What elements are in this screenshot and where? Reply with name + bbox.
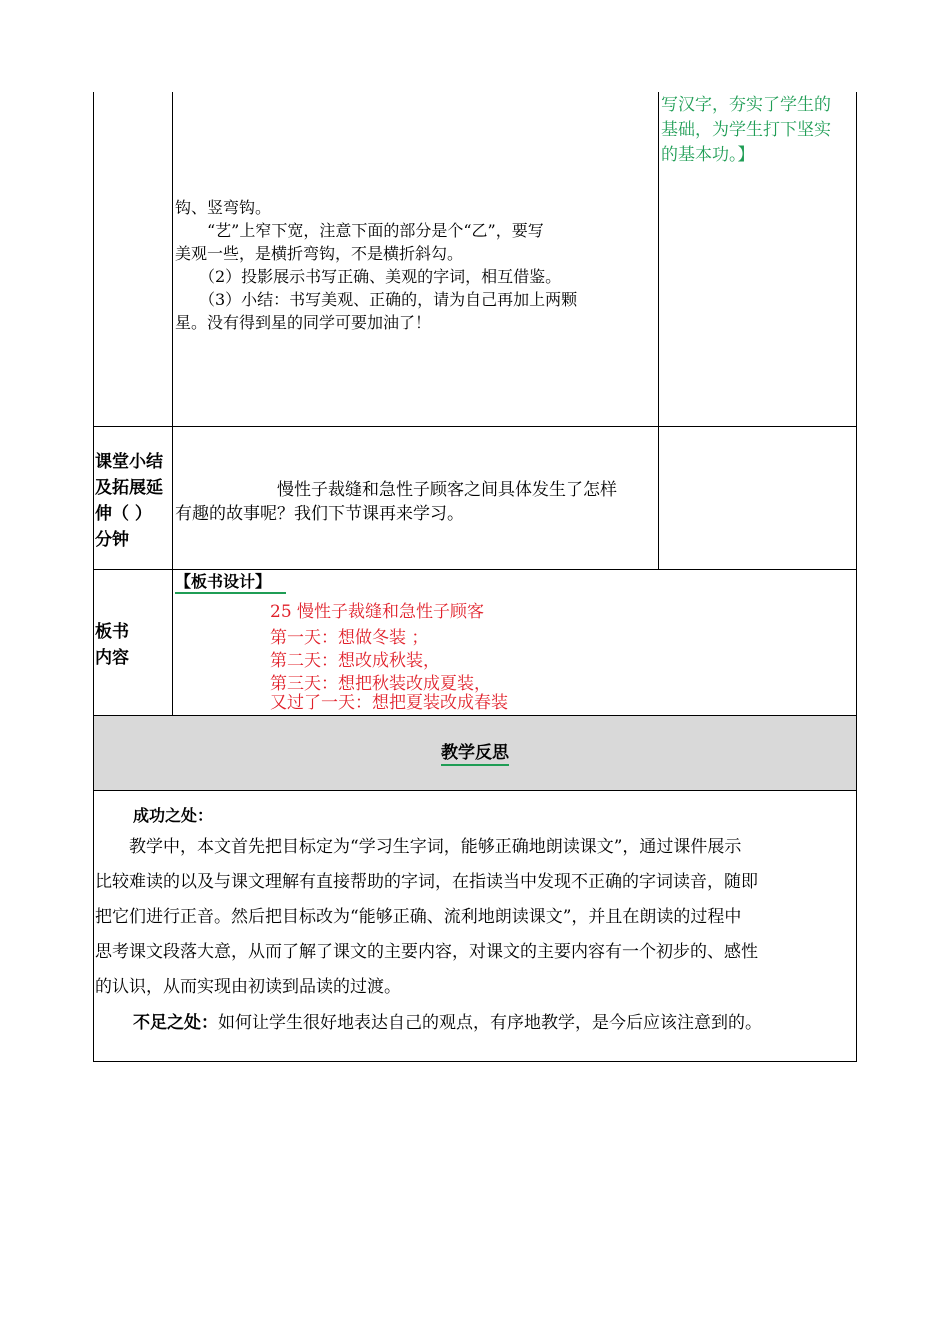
label-line: 伸（ ） <box>95 504 152 524</box>
col-divider-2 <box>658 92 659 569</box>
board-design-title: 【板书设计】 <box>175 572 272 591</box>
col-divider-1 <box>172 92 173 715</box>
deficiency-text: 如何让学生很好地表达自己的观点，有序地教学，是今后应该注意到的。 <box>218 1013 762 1033</box>
table-border-bottom <box>93 1061 857 1062</box>
board-line: 第二天：想改成秋装， <box>270 651 440 671</box>
paragraph-line: 的认识，从而实现由初读到品读的过渡。 <box>95 977 401 997</box>
text-line: 钩、竖弯钩。 <box>175 198 272 217</box>
row-divider-4 <box>93 790 857 791</box>
reflection-header-text: 教学反思 <box>441 743 509 766</box>
success-label: 成功之处： <box>133 806 214 825</box>
text-line: “艺”上窄下宽，注意下面的部分是个“乙”，要写 <box>175 221 544 240</box>
text-line: 慢性子裁缝和急性子顾客之间具体发生了怎样 <box>175 480 617 500</box>
table-border-right <box>856 92 857 1062</box>
label-line: 内容 <box>95 648 129 668</box>
text-line: （3）小结：书写美观、正确的，请为自己再加上两颗 <box>175 290 578 309</box>
label-line: 及拓展延 <box>95 478 163 498</box>
deficiency-label: 不足之处： <box>133 1013 218 1033</box>
paragraph-line: 思考课文段落大意，从而了解了课文的主要内容，对课文的主要内容有一个初步的、感性 <box>95 942 758 962</box>
row-divider-3 <box>93 715 857 716</box>
board-line: 25 慢性子裁缝和急性子顾客 <box>270 602 485 622</box>
board-line: 第三天：想把秋装改成夏装， <box>270 674 491 694</box>
text-line: 美观一些，是横折弯钩，不是横折斜勾。 <box>175 244 464 263</box>
text-line: 星。没有得到星的同学可要加油了！ <box>175 313 432 332</box>
label-line: 课堂小结 <box>95 452 163 472</box>
reflection-header <box>93 740 857 766</box>
table-border-left <box>93 92 94 1062</box>
text-line: 有趣的故事呢？我们下节课再来学习。 <box>175 504 464 524</box>
label-line: 板书 <box>95 622 129 642</box>
note-line: 基础，为学生打下坚实 <box>661 120 831 140</box>
note-line: 的基本功。】 <box>661 145 755 165</box>
row-divider-1 <box>93 426 857 427</box>
paragraph-line: 教学中，本文首先把目标定为“学习生字词，能够正确地朗读课文”，通过课件展示 <box>95 837 742 857</box>
board-line: 又过了一天：想把夏装改成春装 <box>270 693 508 713</box>
note-line: 写汉字，夯实了学生的 <box>661 95 831 115</box>
paragraph-line: 把它们进行正音。然后把目标改为“能够正确、流利地朗读课文”，并且在朗读的过程中 <box>95 907 742 927</box>
deficiency-paragraph <box>95 1006 845 1041</box>
board-design-underline <box>175 592 286 594</box>
text-line: （2）投影展示书写正确、美观的字词，相互借鉴。 <box>175 267 562 286</box>
row-divider-2 <box>93 569 857 570</box>
label-line: 分钟 <box>95 530 129 550</box>
board-line: 第一天：想做冬装 ； <box>270 628 429 648</box>
paragraph-line: 比较难读的以及与课文理解有直接帮助的字词，在指读当中发现不正确的字词读音，随即 <box>95 872 758 892</box>
